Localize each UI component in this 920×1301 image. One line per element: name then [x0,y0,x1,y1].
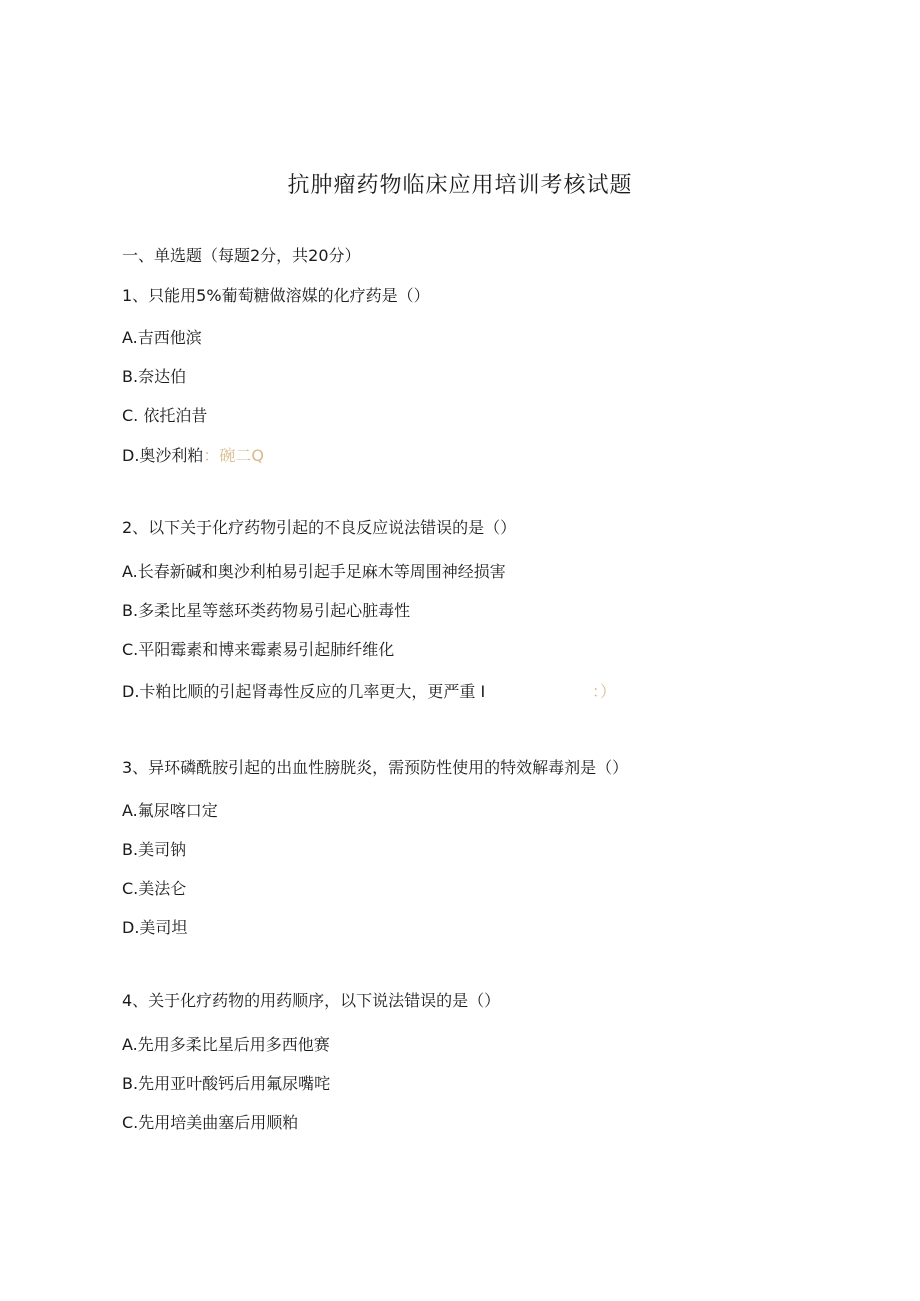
question-3-stem: 3、异环磷酰胺引起的出血性膀胱炎，需预防性使用的特效解毒剂是（） [122,758,629,777]
question-3-option-b: B.美司钠 [122,840,187,859]
question-4-option-a: A.先用多柔比星后用多西他赛 [122,1035,330,1054]
question-1-option-a: A.吉西他滨 [122,328,202,347]
question-1-option-b: B.奈达伯 [122,367,187,386]
question-1-faint-mark: ：碗二Q [203,446,265,465]
question-4-option-b: B.先用亚叶酸钙后用氟尿嘴咤 [122,1074,331,1093]
document-title: 抗肿瘤药物临床应用培训考核试题 [287,173,633,198]
question-1-option-c: C. 依托泊昔 [122,406,208,425]
question-2-faint-mark: ：） [592,682,617,701]
question-2-option-d: D.卡粕比顺的引起肾毒性反应的几率更大，更严重 I [122,682,486,701]
section-heading: 一、单选题（每题2分，共20分） [122,246,361,265]
question-3-option-a: A.氟尿喀口定 [122,801,218,820]
question-1-stem: 1、只能用5%葡萄糖做溶媒的化疗药是（） [122,286,430,305]
question-3-option-d: D.美司坦 [122,918,188,937]
question-4-stem: 4、关于化疗药物的用药顺序，以下说法错误的是（） [122,991,501,1010]
question-4-option-c: C.先用培美曲塞后用顺粕 [122,1113,299,1132]
question-2-option-c: C.平阳霉素和博来霉素易引起肺纤维化 [122,640,395,659]
question-1-option-d-text: D.奥沙利粕 [122,446,204,465]
question-1-option-d [122,443,264,466]
question-2-option-a: A.长春新碱和奥沙利柏易引起手足麻木等周围神经损害 [122,562,506,581]
question-3-option-c: C.美法仑 [122,879,187,898]
question-2-stem: 2、以下关于化疗药物引起的不良反应说法错误的是（） [122,518,517,537]
question-2-option-b: B.多柔比星等慈环类药物易引起心脏毒性 [122,601,411,620]
